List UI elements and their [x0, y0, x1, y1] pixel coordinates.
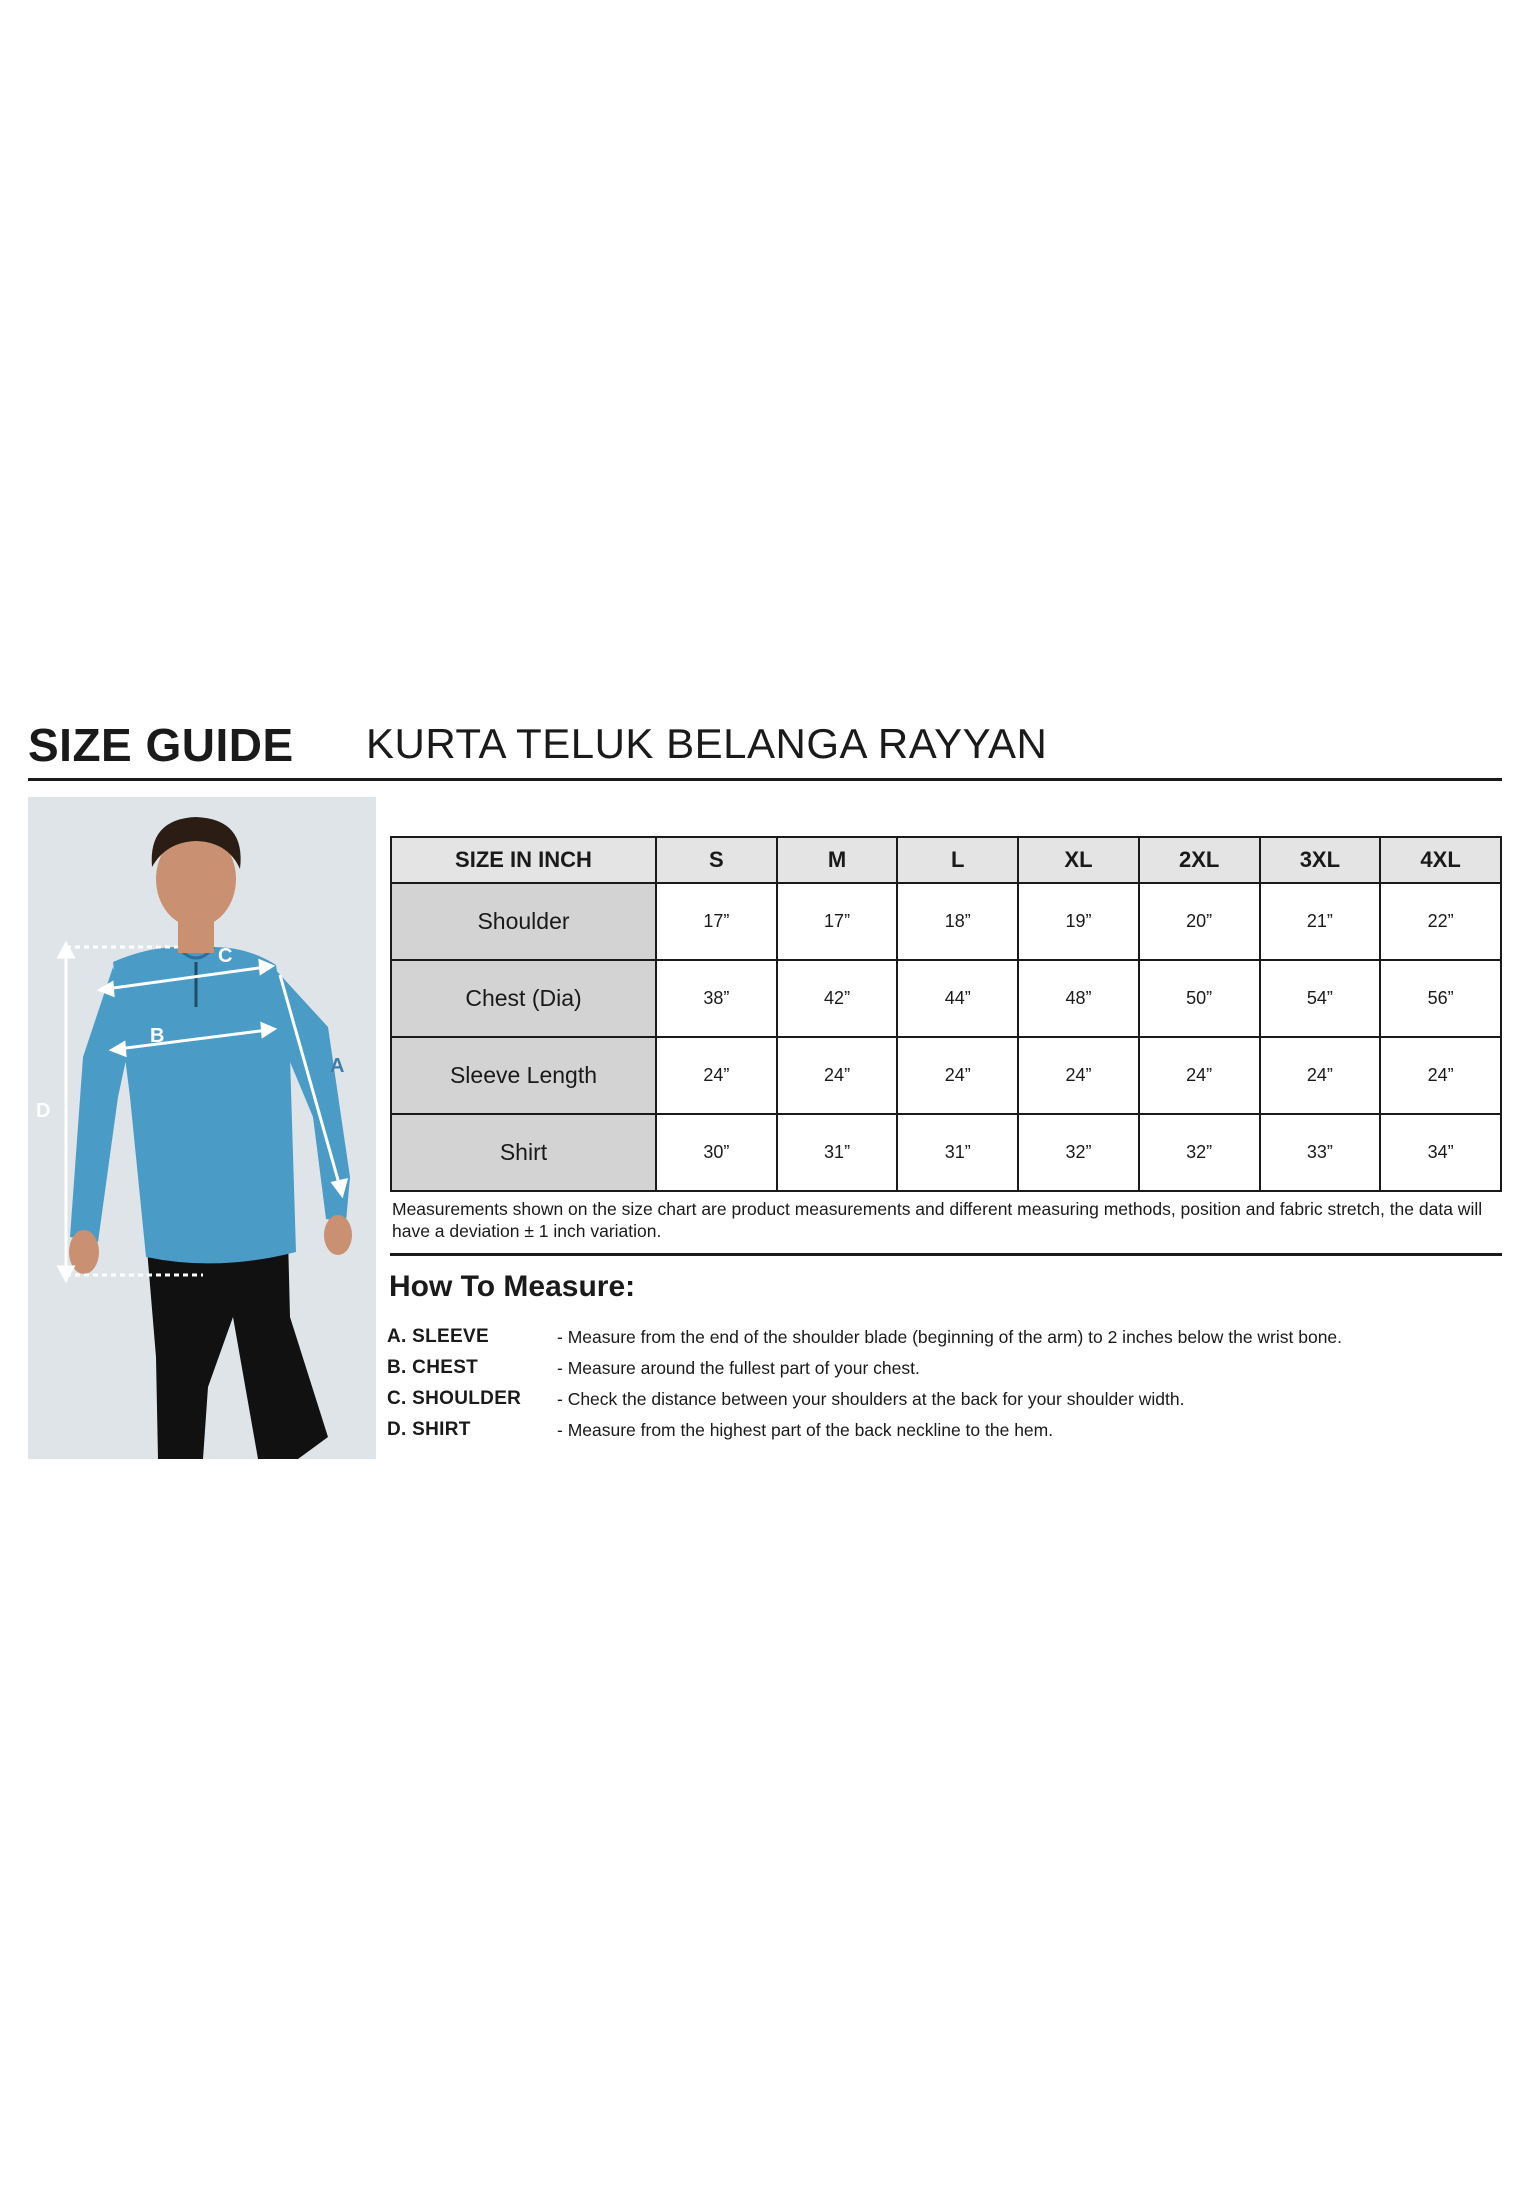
table-row [391, 960, 1501, 1037]
table-cell: 38” [656, 960, 777, 1037]
table-cell: 17” [656, 883, 777, 960]
size-col-header: 2XL [1139, 837, 1260, 883]
list-item [387, 1326, 1507, 1357]
divider [390, 1253, 1502, 1256]
table-cell: 54” [1260, 960, 1381, 1037]
measure-desc: - Measure around the fullest part of your chest. [557, 1358, 920, 1378]
table-cell: 21” [1260, 883, 1381, 960]
table-cell: 24” [777, 1037, 898, 1114]
product-name: KURTA TELUK BELANGA RAYYAN [366, 720, 1048, 767]
table-cell: 24” [1018, 1037, 1139, 1114]
table-cell: 42” [777, 960, 898, 1037]
table-cell: 18” [897, 883, 1018, 960]
list-item [387, 1419, 1507, 1450]
row-header: Shirt [391, 1114, 656, 1191]
label-c: C [218, 945, 233, 967]
table-cell: 33” [1260, 1114, 1381, 1191]
size-col-header: XL [1018, 837, 1139, 883]
table-cell: 19” [1018, 883, 1139, 960]
measure-desc: - Measure from the end of the shoulder blade (beginning of the arm) to 2 inches below the wrist bone. [557, 1327, 1343, 1347]
measure-desc: - Check the distance between your shoulders at the back for your shoulder width. [557, 1389, 1185, 1409]
size-col-header: 4XL [1380, 837, 1501, 883]
corner-header: SIZE IN INCH [391, 837, 656, 883]
measure-label: B. CHEST [387, 1357, 479, 1378]
label-b: B [150, 1025, 165, 1047]
table-cell: 32” [1018, 1114, 1139, 1191]
measurement-photo [28, 797, 376, 1459]
table-cell: 48” [1018, 960, 1139, 1037]
row-header: Chest (Dia) [391, 960, 656, 1037]
right-hand [324, 1215, 352, 1255]
how-to-title: How To Measure: [389, 1270, 636, 1303]
table-cell: 24” [897, 1037, 1018, 1114]
table-cell: 24” [1139, 1037, 1260, 1114]
list-item [387, 1357, 1507, 1388]
table-cell: 22” [1380, 883, 1501, 960]
table-cell: 24” [656, 1037, 777, 1114]
size-col-header: 3XL [1260, 837, 1381, 883]
table-cell: 24” [1260, 1037, 1381, 1114]
label-a: A [330, 1055, 345, 1077]
table-row [391, 1037, 1501, 1114]
measure-desc: - Measure from the highest part of the back neckline to the hem. [557, 1420, 1054, 1440]
table-cell: 24” [1380, 1037, 1501, 1114]
measurement-note: Measurements shown on the size chart are product measurements and different measuring methods, position and fabric stretch, the data will have a deviation ± 1 inch variation. [392, 1199, 1483, 1241]
table-cell: 32” [1139, 1114, 1260, 1191]
table-cell: 50” [1139, 960, 1260, 1037]
table-cell: 44” [897, 960, 1018, 1037]
row-header: Shoulder [391, 883, 656, 960]
page-title: SIZE GUIDE [28, 719, 294, 771]
label-d: D [36, 1100, 51, 1122]
table-cell: 30” [656, 1114, 777, 1191]
size-col-header: M [777, 837, 898, 883]
table-cell: 34” [1380, 1114, 1501, 1191]
size-col-header: S [656, 837, 777, 883]
size-header-row [391, 837, 1501, 883]
model-diagram [28, 797, 376, 1459]
table-cell: 31” [777, 1114, 898, 1191]
table-cell: 17” [777, 883, 898, 960]
size-col-header: L [897, 837, 1018, 883]
list-item [387, 1388, 1507, 1419]
table-row [391, 1114, 1501, 1191]
table-cell: 56” [1380, 960, 1501, 1037]
measure-label: A. SLEEVE [387, 1326, 489, 1347]
size-table [390, 836, 1502, 1192]
measure-label: C. SHOULDER [387, 1388, 522, 1409]
table-cell: 20” [1139, 883, 1260, 960]
table-row [391, 883, 1501, 960]
measure-label: D. SHIRT [387, 1419, 471, 1440]
measure-list [387, 1326, 1507, 1450]
table-cell: 31” [897, 1114, 1018, 1191]
row-header: Sleeve Length [391, 1037, 656, 1114]
header [28, 718, 1502, 781]
